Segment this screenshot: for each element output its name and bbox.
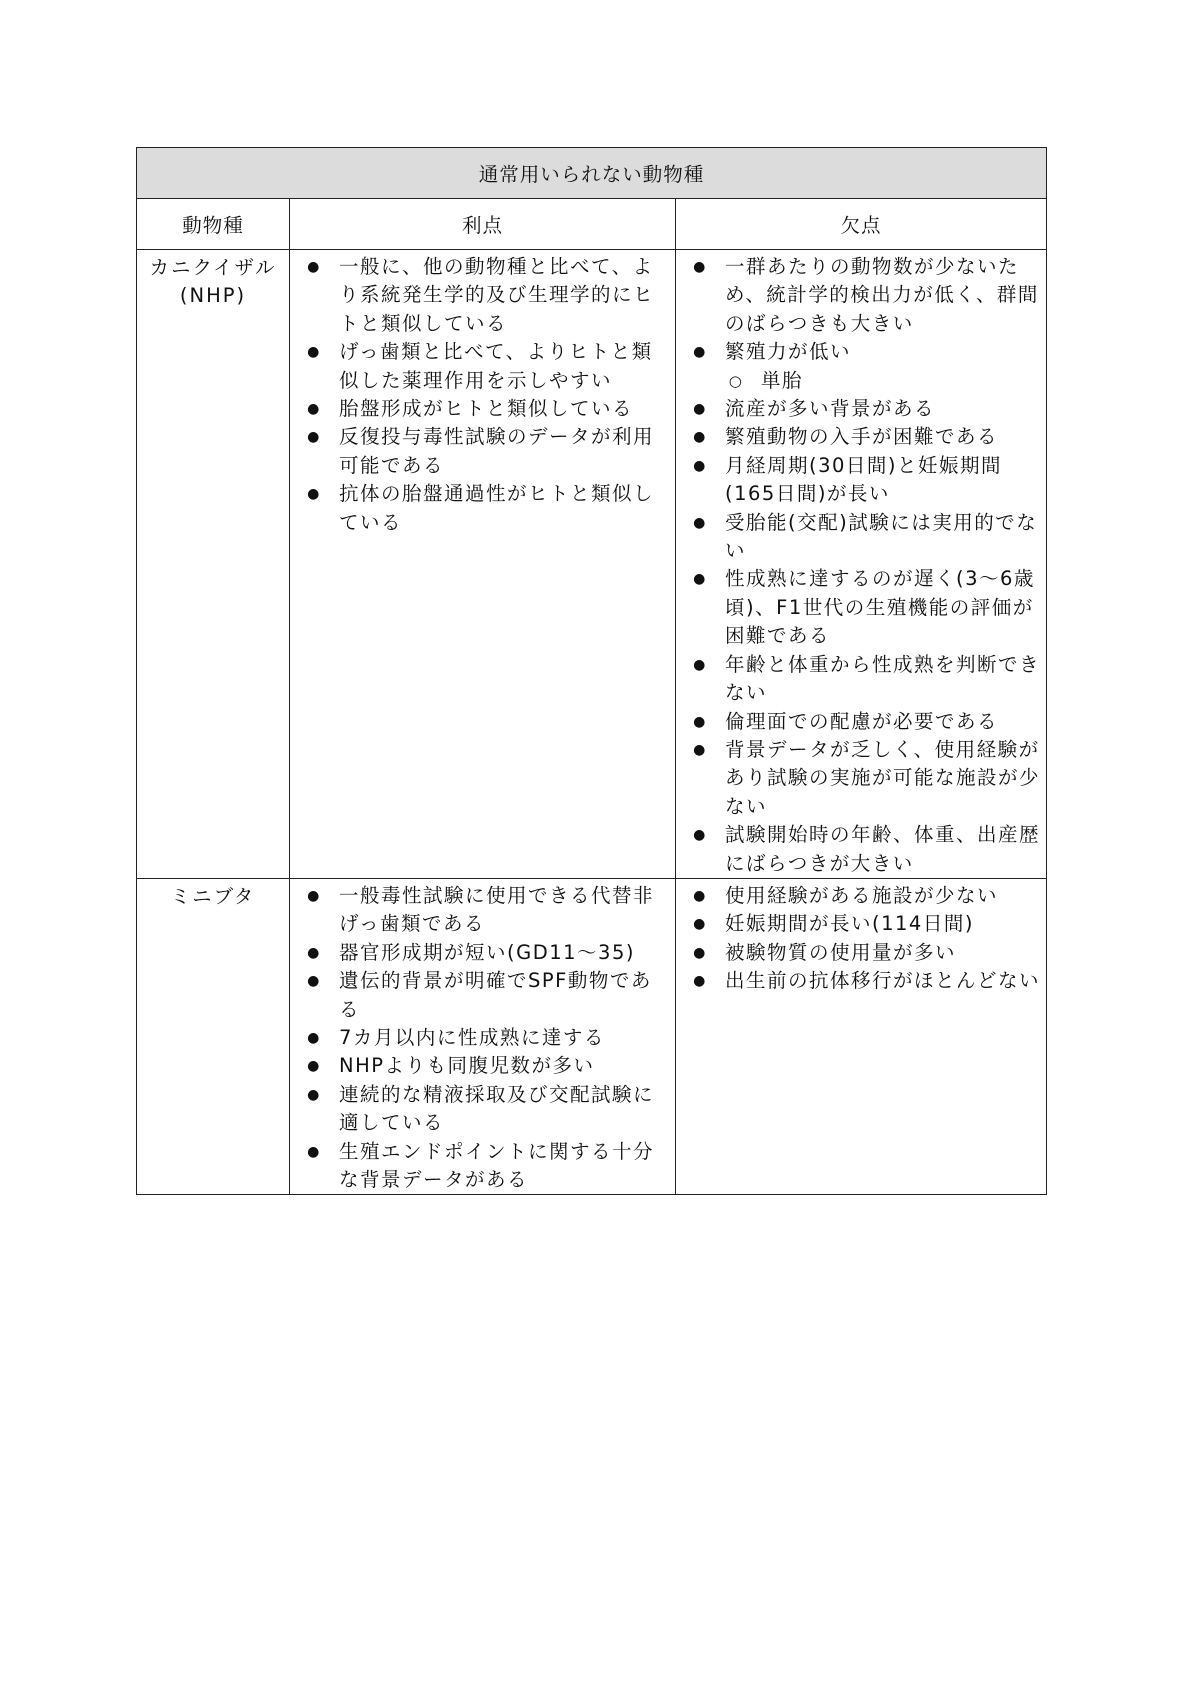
bullet-icon: ● [307,1143,321,1160]
species-name: ミニブタ [170,884,256,908]
list-item: ● 性成熟に達するのが遅く(3～6歳頃)、F1世代の生殖機能の評価が困難である [676,565,1040,650]
list-item: ● 器官形成期が短い(GD11～35) [290,939,669,967]
bullet-icon: ● [693,944,707,961]
list-item: ● 7カ月以内に性成熟に達する [290,1024,669,1052]
header-disadvantages: 欠点 [676,199,1047,250]
list-item: ● 出生前の抗体移行がほとんどない [676,967,1040,995]
list-item: ● 月経周期(30日間)と妊娠期間(165日間)が長い [676,452,1040,509]
bullet-icon: ● [693,514,707,531]
advantages-cell [290,878,676,1194]
bullet-icon: ● [307,344,321,361]
list-item: ● 流産が多い背景がある [676,395,1040,423]
bullet-icon: ● [307,1029,321,1046]
list-item: ● 年齢と体重から性成熟を判断できない [676,651,1040,708]
list-item: ● 受胎能(交配)試験には実用的でない [676,509,1040,566]
bullet-icon: ● [693,973,707,990]
bullet-icon: ● [693,259,707,275]
list-item: ● 抗体の胎盤通過性がヒトと類似している [290,480,669,537]
bullet-icon: ● [693,457,707,474]
bullet-icon: ● [693,916,707,933]
bullet-icon: ● [307,1086,321,1103]
bullet-icon: ● [693,429,707,446]
list-sub-item: ○ 単胎 [676,367,1040,395]
list-item: ● 被験物質の使用量が多い [676,939,1040,967]
bullet-icon: ● [693,656,707,673]
list-item: ● 一群あたりの動物数が少ないため、統計学的検出力が低く、群間のばらつきも大きい [676,253,1040,338]
table-row [137,250,1047,879]
list-item: ● 倫理面での配慮が必要である [676,708,1040,736]
list-item: ● 連続的な精液採取及び交配試験に適している [290,1081,669,1138]
list-item: ● 遺伝的背景が明確でSPF動物である [290,967,669,1024]
list-item: ● 胎盤形成がヒトと類似している [290,395,669,423]
table-row [137,878,1047,1194]
species-name: カニクイザル [149,256,277,279]
bullet-icon: ● [693,571,707,588]
list-item: ● 使用経験がある施設が少ない [676,882,1040,910]
header-species: 動物種 [137,199,290,250]
table-title: 通常用いられない動物種 [137,148,1047,199]
circle-bullet-icon: ○ [728,371,744,390]
species-abbreviation: (NHP) [179,284,247,307]
species-cell [137,878,290,1194]
bullet-icon: ● [693,741,707,758]
list-item: ● NHPよりも同腹児数が多い [290,1052,669,1080]
animal-species-table [136,147,1047,1195]
bullet-icon: ● [307,259,321,275]
bullet-icon: ● [693,401,707,418]
bullet-icon: ● [307,401,321,418]
list-item: ● 繁殖力が低い [676,338,1040,366]
list-item: ● 反復投与毒性試験のデータが利用可能である [290,423,669,480]
list-item: ● げっ歯類と比べて、よりヒトと類似した薬理作用を示しやすい [290,338,669,395]
bullet-icon: ● [693,344,707,361]
species-cell [137,250,290,879]
list-item: ● 生殖エンドポイントに関する十分な背景データがある [290,1138,669,1195]
disadvantages-cell [676,878,1047,1194]
bullet-icon: ● [307,973,321,990]
bullet-icon: ● [693,887,707,904]
bullet-icon: ● [307,486,321,503]
header-advantages: 利点 [290,199,676,250]
advantages-cell [290,250,676,879]
bullet-icon: ● [307,887,321,904]
bullet-icon: ● [693,713,707,730]
bullet-icon: ● [307,429,321,446]
list-item: ● 妊娠期間が長い(114日間) [676,910,1040,938]
bullet-icon: ● [307,944,321,961]
list-item: ● 背景データが乏しく、使用経験があり試験の実施が可能な施設が少ない [676,736,1040,821]
bullet-icon: ● [693,827,707,844]
disadvantages-cell [676,250,1047,879]
list-item: ● 試験開始時の年齢、体重、出産歴にばらつきが大きい [676,821,1040,878]
bullet-icon: ● [307,1058,321,1075]
list-item: ● 繁殖動物の入手が困難である [676,423,1040,451]
list-item: ● 一般に、他の動物種と比べて、より系統発生学的及び生理学的にヒトと類似している [290,253,669,338]
list-item: ● 一般毒性試験に使用できる代替非げっ歯類である [290,882,669,939]
